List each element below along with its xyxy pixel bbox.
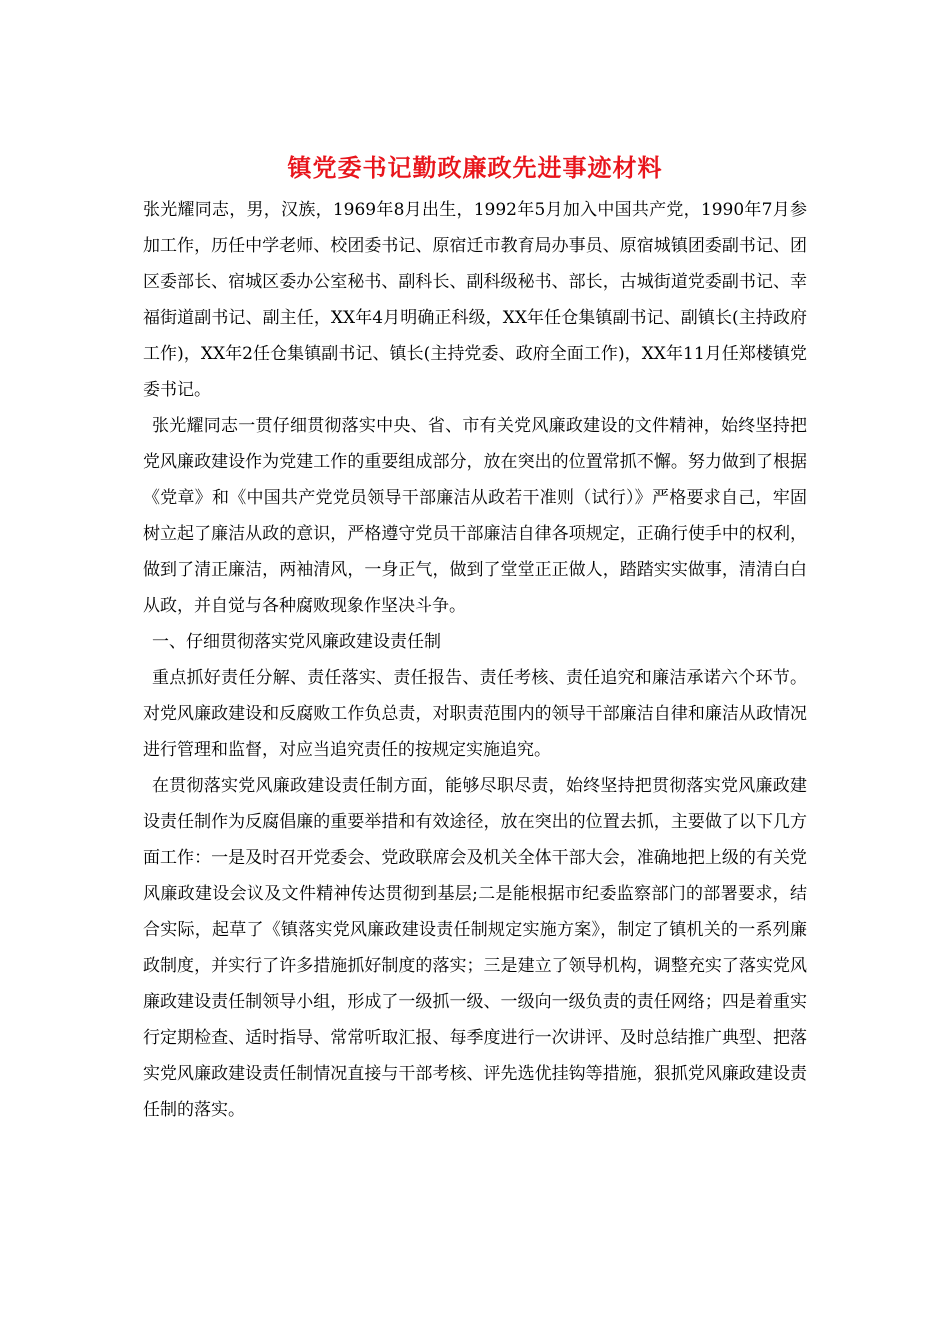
- paragraph-bio: 张光耀同志，男，汉族，1969年8月出生，1992年5月加入中国共产党，1990年7月参加工作，历任中学老师、校团委书记、原宿迁市教育局办事员、原宿城镇团委副书记、团区委部长、宿城区委办公室秘书、副科长、副科级秘书、部长，古城街道党委副书记、幸福街道副书记、副主任，XX年4月明确正科级，XX年任仓集镇副书记、副镇长(主持政府工作)，XX年2任仓集镇副书记、镇长(主持党委、政府全面工作)，XX年11月任郑楼镇党委书记。: [143, 200, 807, 400]
- paragraph-key-points: 重点抓好责任分解、责任落实、责任报告、责任考核、责任追究和廉洁承诺六个环节。对党风廉政建设和反腐败工作负总责，对职责范围内的领导干部廉洁自律和廉洁从政情况进行管理和监督，对应当追究责任的按规定实施追究。: [143, 668, 807, 760]
- document-title: 镇党委书记勤政廉政先进事迹材料: [287, 153, 663, 182]
- document-body: [143, 192, 807, 1128]
- paragraph-intro: 张光耀同志一贯仔细贯彻落实中央、省、市有关党风廉政建设的文件精神，始终坚持把党风廉政建设作为党建工作的重要组成部分，放在突出的位置常抓不懈。努力做到了根据《党章》和《中国共产党党员领导干部廉洁从政若干准则（试行）》严格要求自己，牢固树立起了廉洁从政的意识，严格遵守党员干部廉洁自律各项规定，正确行使手中的权利，做到了清正廉洁，两袖清风，一身正气，做到了堂堂正正做人，踏踏实实做事，清清白白从政，并自觉与各种腐败现象作坚决斗争。: [143, 416, 807, 616]
- section-heading-1: 一、仔细贯彻落实党风廉政建设责任制: [152, 632, 441, 652]
- paragraph-implementation: 在贯彻落实党风廉政建设责任制方面，能够尽职尽责，始终坚持把贯彻落实党风廉政建设责任制作为反腐倡廉的重要举措和有效途径，放在突出的位置去抓，主要做了以下几方面工作：一是及时召开党委会、党政联席会及机关全体干部大会，准确地把上级的有关党风廉政建设会议及文件精神传达贯彻到基层;二是能根据市纪委监察部门的部署要求，结合实际，起草了《镇落实党风廉政建设责任制规定实施方案》，制定了镇机关的一系列廉政制度，并实行了许多措施抓好制度的落实；三是建立了领导机构，调整充实了落实党风廉政建设责任制领导小组，形成了一级抓一级、一级向一级负责的责任网络；四是着重实行定期检查、适时指导、常常听取汇报、每季度进行一次讲评、及时总结推广典型、把落实党风廉政建设责任制情况直接与干部考核、评先选优挂钩等措施，狠抓党风廉政建设责任制的落实。: [143, 776, 807, 1120]
